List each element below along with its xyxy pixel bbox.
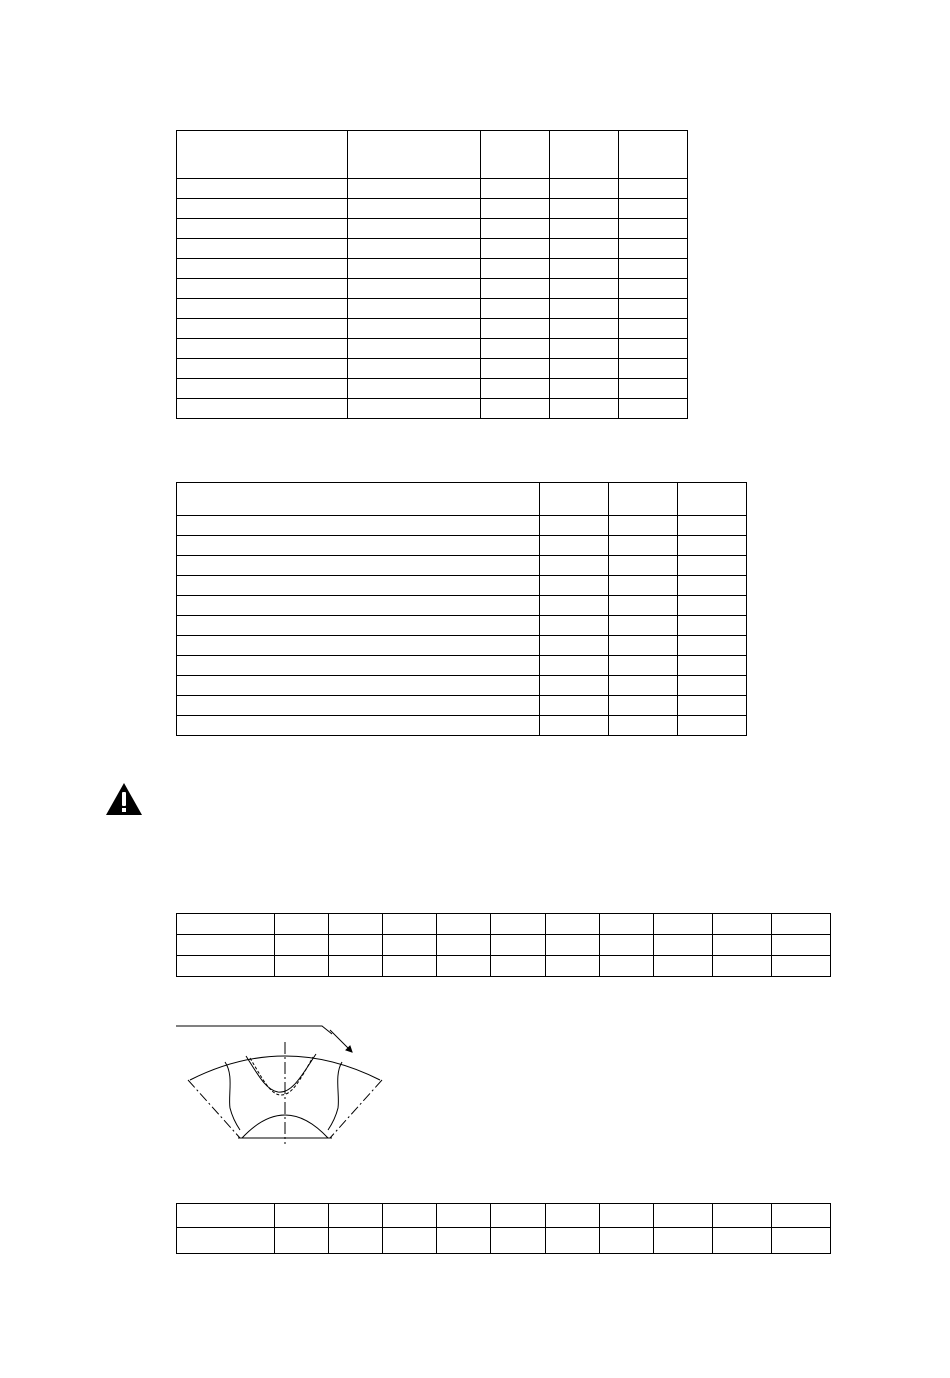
table-cell bbox=[599, 935, 653, 956]
table-row bbox=[177, 239, 688, 259]
table-cell bbox=[177, 596, 540, 616]
table-cell bbox=[619, 219, 688, 239]
table-cell bbox=[653, 1204, 712, 1228]
table-cell bbox=[678, 616, 747, 636]
table-row bbox=[177, 596, 747, 616]
table-cell bbox=[329, 956, 383, 977]
table-row bbox=[177, 656, 747, 676]
table-row bbox=[177, 219, 688, 239]
table-cell bbox=[540, 656, 609, 676]
table-cell bbox=[619, 359, 688, 379]
table-cell bbox=[177, 516, 540, 536]
table-cell bbox=[550, 239, 619, 259]
table-cell bbox=[329, 1228, 383, 1254]
table-row bbox=[177, 199, 688, 219]
table-cell bbox=[609, 676, 678, 696]
table-cell bbox=[275, 1204, 329, 1228]
table-cell bbox=[609, 716, 678, 736]
table-cell bbox=[712, 914, 771, 935]
table-cell bbox=[619, 299, 688, 319]
table-cell bbox=[177, 1204, 275, 1228]
table-cell bbox=[545, 1204, 599, 1228]
table-row bbox=[177, 259, 688, 279]
table-cell bbox=[653, 914, 712, 935]
table-cell bbox=[275, 914, 329, 935]
table-cell bbox=[383, 1204, 437, 1228]
table-cell bbox=[550, 319, 619, 339]
table-cell bbox=[481, 279, 550, 299]
table-row bbox=[177, 1204, 831, 1228]
table-cell bbox=[275, 935, 329, 956]
table-cell bbox=[491, 1228, 545, 1254]
table-cell bbox=[491, 935, 545, 956]
table-row bbox=[177, 696, 747, 716]
table-cell bbox=[348, 339, 481, 359]
table-cell bbox=[678, 656, 747, 676]
table-cell bbox=[177, 199, 348, 219]
table-cell bbox=[540, 716, 609, 736]
table-cell bbox=[609, 656, 678, 676]
table-cell bbox=[678, 556, 747, 576]
table-cell bbox=[619, 259, 688, 279]
table-cell bbox=[712, 1228, 771, 1254]
spec-table-1 bbox=[176, 130, 688, 419]
table-cell bbox=[177, 179, 348, 199]
table-cell bbox=[619, 131, 688, 179]
table-cell bbox=[771, 935, 830, 956]
table-row bbox=[177, 131, 688, 179]
table-row bbox=[177, 279, 688, 299]
table-cell bbox=[771, 956, 830, 977]
table-cell bbox=[437, 1204, 491, 1228]
table-row bbox=[177, 319, 688, 339]
table-cell bbox=[619, 379, 688, 399]
table-cell bbox=[329, 1204, 383, 1228]
table-cell bbox=[550, 219, 619, 239]
sprocket-tooth-wear-diagram bbox=[170, 1020, 390, 1145]
table-cell bbox=[771, 1204, 830, 1228]
table-cell bbox=[329, 935, 383, 956]
table-cell bbox=[177, 616, 540, 636]
table-row bbox=[177, 914, 831, 935]
table-cell bbox=[481, 299, 550, 319]
table-cell bbox=[177, 131, 348, 179]
table-cell bbox=[712, 956, 771, 977]
table-cell bbox=[540, 596, 609, 616]
table-cell bbox=[177, 239, 348, 259]
table-cell bbox=[383, 935, 437, 956]
table-cell bbox=[481, 339, 550, 359]
table-cell bbox=[771, 914, 830, 935]
table-cell bbox=[348, 131, 481, 179]
table-cell bbox=[599, 1204, 653, 1228]
table-cell bbox=[348, 359, 481, 379]
table-cell bbox=[550, 279, 619, 299]
table-cell bbox=[348, 319, 481, 339]
table-cell bbox=[383, 956, 437, 977]
table-cell bbox=[177, 656, 540, 676]
table-cell bbox=[348, 199, 481, 219]
table-cell bbox=[678, 483, 747, 516]
table-cell bbox=[540, 676, 609, 696]
table-cell bbox=[771, 1228, 830, 1254]
table-cell bbox=[481, 239, 550, 259]
table-cell bbox=[491, 956, 545, 977]
table-cell bbox=[177, 556, 540, 576]
table-cell bbox=[348, 179, 481, 199]
table-cell bbox=[609, 516, 678, 536]
table-cell bbox=[481, 179, 550, 199]
table-cell bbox=[653, 956, 712, 977]
table-cell bbox=[550, 199, 619, 219]
table-cell bbox=[619, 199, 688, 219]
table-row bbox=[177, 483, 747, 516]
table-cell bbox=[545, 935, 599, 956]
table-cell bbox=[599, 1228, 653, 1254]
table-cell bbox=[437, 1228, 491, 1254]
table-cell bbox=[550, 299, 619, 319]
table-row bbox=[177, 1228, 831, 1254]
table-cell bbox=[275, 1228, 329, 1254]
table-cell bbox=[177, 1228, 275, 1254]
table-cell bbox=[177, 399, 348, 419]
table-cell bbox=[609, 483, 678, 516]
table-row bbox=[177, 299, 688, 319]
table-cell bbox=[540, 536, 609, 556]
table-cell bbox=[177, 536, 540, 556]
table-cell bbox=[177, 219, 348, 239]
table-cell bbox=[678, 696, 747, 716]
table-cell bbox=[609, 696, 678, 716]
table-cell bbox=[550, 359, 619, 379]
table-cell bbox=[177, 576, 540, 596]
table-cell bbox=[619, 339, 688, 359]
table-row bbox=[177, 576, 747, 596]
spec-table-4 bbox=[176, 1203, 831, 1254]
table-cell bbox=[329, 914, 383, 935]
table-row bbox=[177, 636, 747, 656]
table-cell bbox=[348, 259, 481, 279]
warning-triangle-icon bbox=[105, 782, 143, 816]
table-cell bbox=[609, 616, 678, 636]
table-cell bbox=[678, 576, 747, 596]
table-cell bbox=[383, 1228, 437, 1254]
table-cell bbox=[609, 636, 678, 656]
table-cell bbox=[177, 956, 275, 977]
table-cell bbox=[177, 259, 348, 279]
table-row bbox=[177, 399, 688, 419]
table-cell bbox=[609, 556, 678, 576]
table-cell bbox=[437, 935, 491, 956]
table-cell bbox=[653, 935, 712, 956]
table-cell bbox=[712, 1204, 771, 1228]
table-cell bbox=[599, 914, 653, 935]
table-cell bbox=[550, 379, 619, 399]
table-cell bbox=[678, 716, 747, 736]
table-cell bbox=[619, 319, 688, 339]
table-cell bbox=[653, 1228, 712, 1254]
table-row bbox=[177, 716, 747, 736]
table-cell bbox=[177, 359, 348, 379]
table-row bbox=[177, 935, 831, 956]
table-cell bbox=[481, 131, 550, 179]
table-cell bbox=[348, 239, 481, 259]
table-cell bbox=[348, 399, 481, 419]
table-cell bbox=[491, 914, 545, 935]
table-cell bbox=[678, 676, 747, 696]
table-cell bbox=[599, 956, 653, 977]
table-cell bbox=[383, 914, 437, 935]
table-cell bbox=[491, 1204, 545, 1228]
table-row bbox=[177, 359, 688, 379]
table-cell bbox=[540, 696, 609, 716]
table-cell bbox=[540, 576, 609, 596]
table-cell bbox=[619, 399, 688, 419]
table-cell bbox=[540, 516, 609, 536]
table-cell bbox=[177, 696, 540, 716]
table-row bbox=[177, 676, 747, 696]
table-cell bbox=[177, 339, 348, 359]
table-cell bbox=[481, 399, 550, 419]
table-cell bbox=[177, 914, 275, 935]
table-cell bbox=[481, 199, 550, 219]
table-cell bbox=[437, 956, 491, 977]
table-row bbox=[177, 179, 688, 199]
table-cell bbox=[177, 716, 540, 736]
table-cell bbox=[540, 556, 609, 576]
table-cell bbox=[550, 339, 619, 359]
table-cell bbox=[348, 279, 481, 299]
table-cell bbox=[177, 483, 540, 516]
table-cell bbox=[348, 379, 481, 399]
table-cell bbox=[437, 914, 491, 935]
table-row bbox=[177, 536, 747, 556]
table-cell bbox=[550, 399, 619, 419]
table-cell bbox=[540, 483, 609, 516]
table-row bbox=[177, 616, 747, 636]
table-cell bbox=[545, 1228, 599, 1254]
table-cell bbox=[177, 319, 348, 339]
table-cell bbox=[177, 379, 348, 399]
table-cell bbox=[678, 596, 747, 616]
table-cell bbox=[540, 636, 609, 656]
table-row bbox=[177, 956, 831, 977]
table-cell bbox=[481, 319, 550, 339]
table-cell bbox=[619, 279, 688, 299]
table-row bbox=[177, 556, 747, 576]
table-cell bbox=[609, 596, 678, 616]
table-cell bbox=[712, 935, 771, 956]
table-cell bbox=[550, 259, 619, 279]
table-row bbox=[177, 339, 688, 359]
table-cell bbox=[550, 131, 619, 179]
table-cell bbox=[177, 636, 540, 656]
table-cell bbox=[177, 279, 348, 299]
table-cell bbox=[545, 956, 599, 977]
table-cell bbox=[177, 299, 348, 319]
table-row bbox=[177, 379, 688, 399]
table-cell bbox=[609, 536, 678, 556]
table-cell bbox=[678, 536, 747, 556]
table-cell bbox=[177, 676, 540, 696]
table-row bbox=[177, 516, 747, 536]
table-cell bbox=[550, 179, 619, 199]
spec-table-3 bbox=[176, 913, 831, 977]
table-cell bbox=[678, 636, 747, 656]
table-cell bbox=[545, 914, 599, 935]
table-cell bbox=[348, 299, 481, 319]
table-cell bbox=[481, 359, 550, 379]
table-cell bbox=[619, 179, 688, 199]
spec-table-2 bbox=[176, 482, 747, 736]
table-cell bbox=[275, 956, 329, 977]
table-cell bbox=[540, 616, 609, 636]
table-cell bbox=[348, 219, 481, 239]
table-cell bbox=[619, 239, 688, 259]
table-cell bbox=[481, 259, 550, 279]
table-cell bbox=[481, 379, 550, 399]
table-cell bbox=[609, 576, 678, 596]
table-cell bbox=[678, 516, 747, 536]
table-cell bbox=[481, 219, 550, 239]
table-cell bbox=[177, 935, 275, 956]
